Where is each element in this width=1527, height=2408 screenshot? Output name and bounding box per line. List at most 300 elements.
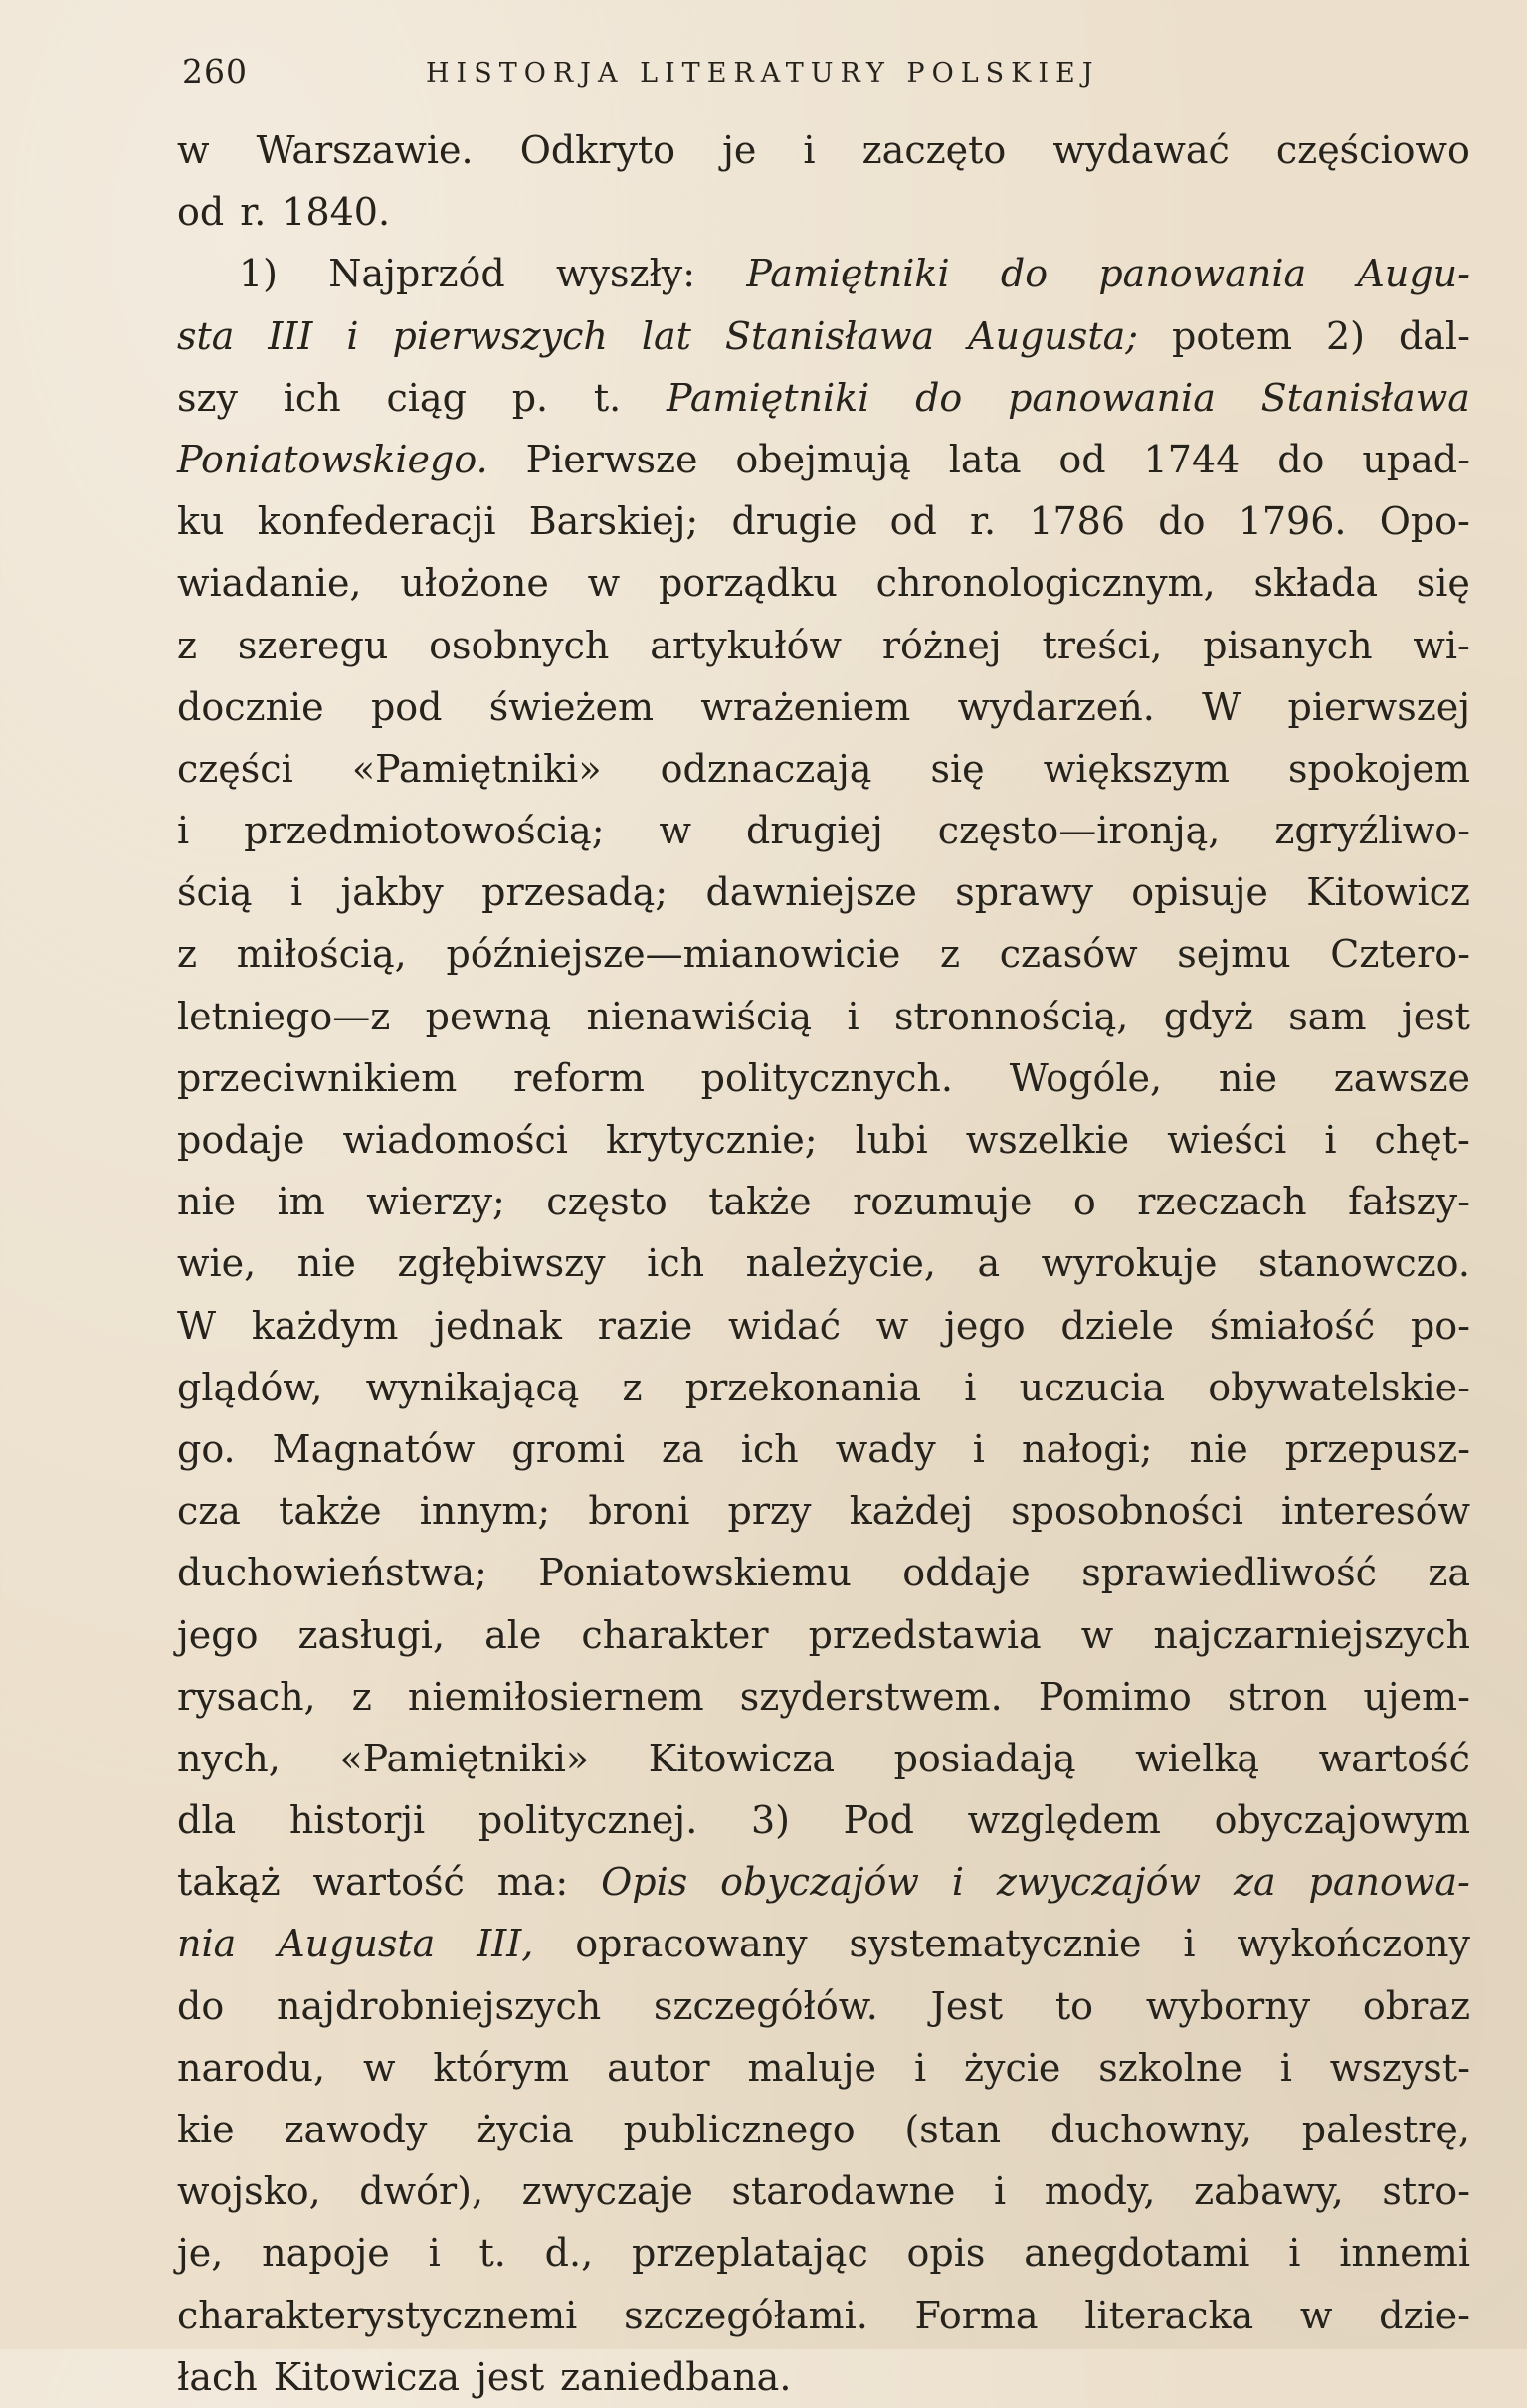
- text-line: [177, 800, 1470, 861]
- text-line: [177, 119, 1470, 181]
- word: wyszły:: [555, 252, 696, 296]
- word: Pierwsze: [525, 437, 698, 481]
- word: Poniatowskiemu: [538, 1551, 852, 1595]
- word: dzie-: [1379, 2293, 1470, 2337]
- word: Wogóle,: [1009, 1055, 1163, 1100]
- word: takąż: [177, 1860, 281, 1905]
- word: szeregu: [237, 623, 389, 667]
- word: Cztero-: [1330, 932, 1470, 977]
- word: broni: [588, 1489, 690, 1534]
- text-line: [177, 243, 1470, 304]
- text-line: [177, 2160, 1470, 2222]
- word: szczegółów.: [654, 1983, 878, 2028]
- word: systematycznie: [849, 1922, 1142, 1966]
- word: wszyst-: [1329, 2045, 1470, 2090]
- word: posiadają: [893, 1736, 1076, 1780]
- word: «Pamiętniki»: [351, 746, 602, 791]
- text-line: [177, 1542, 1470, 1603]
- word: Pamiętniki: [746, 252, 950, 296]
- word: także: [279, 1489, 382, 1534]
- word: życia: [477, 2108, 574, 2151]
- word: różnej: [881, 623, 1002, 667]
- word: zaczęto: [861, 128, 1007, 172]
- text-line: [177, 181, 1470, 243]
- word: nie: [296, 1241, 356, 1286]
- word: osobnych: [429, 623, 610, 667]
- word: stanowczo.: [1258, 1241, 1470, 1286]
- page-header: [182, 52, 1445, 101]
- word: wynikającą: [365, 1365, 580, 1409]
- word: p.: [511, 375, 549, 420]
- word: przeciwnikiem: [177, 1055, 458, 1100]
- word: i: [1288, 2231, 1301, 2276]
- word: za: [662, 1426, 704, 1471]
- word: pisanych: [1203, 623, 1373, 667]
- word: go.: [177, 1426, 236, 1471]
- word: do: [177, 1983, 225, 2028]
- word: i: [177, 809, 190, 853]
- word: podaje: [177, 1118, 305, 1162]
- word: i: [913, 2045, 927, 2090]
- word: z: [940, 932, 961, 977]
- word: treści,: [1042, 623, 1163, 667]
- word: III: [268, 313, 313, 358]
- word: zabawy,: [1194, 2169, 1344, 2214]
- word: t.: [593, 375, 622, 420]
- word: jest: [476, 2354, 545, 2399]
- word: dla: [177, 1798, 237, 1843]
- word: sposobności: [1011, 1489, 1243, 1534]
- word: spokojem: [1288, 746, 1470, 791]
- word: nych,: [177, 1736, 281, 1780]
- word: sprawy: [955, 870, 1093, 915]
- word: duchowieństwa;: [177, 1551, 487, 1595]
- word: łach: [177, 2354, 258, 2399]
- word: 1796.: [1238, 499, 1347, 544]
- word: cza: [177, 1489, 241, 1534]
- word: drugiej: [746, 809, 883, 853]
- word: dwór),: [359, 2169, 484, 2214]
- word: charakter: [581, 1612, 769, 1657]
- word: opracowany: [575, 1922, 808, 1966]
- word: do: [915, 375, 963, 420]
- word: stronnością,: [894, 994, 1129, 1038]
- word: nienawiścią: [586, 994, 813, 1038]
- page-number: 260: [182, 52, 248, 91]
- word: Warszawie.: [256, 128, 474, 172]
- word: zawsze: [1333, 1055, 1470, 1100]
- word: Stanisława: [724, 313, 935, 358]
- word: fałszy-: [1348, 1180, 1470, 1224]
- word: nie: [1218, 1055, 1277, 1100]
- word: zgłębiwszy: [397, 1241, 606, 1286]
- word: nie: [177, 1180, 237, 1224]
- word: potem: [1172, 313, 1293, 358]
- word: pod: [370, 684, 443, 729]
- word: obywatelskie-: [1208, 1365, 1470, 1409]
- word: z: [177, 623, 198, 667]
- word: wiadanie,: [177, 561, 362, 606]
- word: szy: [177, 375, 238, 420]
- word: panowania: [1098, 252, 1307, 296]
- word: uczucia: [1019, 1365, 1165, 1409]
- text-line: [177, 1604, 1470, 1666]
- word: artykułów: [650, 623, 843, 667]
- word: jakby: [340, 870, 444, 915]
- word: r.: [240, 190, 267, 235]
- word: w: [1080, 1612, 1114, 1657]
- word: najczarniejszych: [1153, 1612, 1470, 1657]
- word: wrażeniem: [700, 684, 911, 729]
- word: Stanisława: [1260, 375, 1470, 420]
- word: konfederacji: [257, 499, 496, 544]
- text-line: [177, 2285, 1470, 2346]
- word: ciąg: [386, 375, 467, 420]
- word: do: [1000, 252, 1049, 296]
- word: obejmują: [735, 437, 911, 481]
- text-line: [177, 367, 1470, 429]
- text-line: [177, 305, 1470, 367]
- word: oddaje: [902, 1551, 1031, 1595]
- word: duchowny,: [1050, 2108, 1252, 2151]
- word: składa: [1253, 561, 1378, 606]
- word: nia: [177, 1922, 237, 1966]
- word: wartość: [1318, 1736, 1470, 1780]
- word: zawody: [284, 2108, 428, 2151]
- word: wielką: [1135, 1736, 1260, 1780]
- word: Magnatów: [272, 1426, 476, 1471]
- word: sprawiedliwość: [1081, 1551, 1377, 1595]
- word: i: [428, 2231, 441, 2276]
- word: i: [847, 994, 859, 1038]
- word: sta: [177, 313, 235, 358]
- word: i: [964, 1365, 977, 1409]
- word: i: [803, 128, 816, 172]
- word: mody,: [1044, 2169, 1156, 2214]
- word: Augu-: [1357, 252, 1470, 296]
- text-line: [177, 1975, 1470, 2037]
- word: narodu,: [177, 2045, 326, 2090]
- word: Jest: [930, 1983, 1004, 2028]
- word: interesów: [1281, 1489, 1470, 1534]
- word: także: [708, 1180, 812, 1224]
- word: drugie: [731, 499, 858, 544]
- text-line: [177, 490, 1470, 552]
- word: Odkryto: [519, 128, 675, 172]
- word: jednak: [434, 1303, 562, 1348]
- word: zwyczaje: [521, 2169, 693, 2214]
- word: t.: [478, 2231, 506, 2276]
- word: je: [722, 128, 757, 172]
- word: autor: [607, 2045, 710, 2090]
- word: w: [875, 1303, 909, 1348]
- word: z: [622, 1365, 643, 1409]
- word: krytycznie;: [605, 1118, 818, 1162]
- word: (stan: [904, 2108, 1002, 2151]
- word: śmiałość: [1209, 1303, 1376, 1348]
- word: ich: [740, 1426, 799, 1471]
- text-line: [177, 2346, 1470, 2408]
- text-line: [177, 861, 1470, 923]
- word: panowania: [1008, 375, 1216, 420]
- text-line: [177, 1666, 1470, 1728]
- word: po-: [1410, 1303, 1470, 1348]
- word: anegdotami: [1024, 2231, 1250, 2276]
- word: i: [346, 313, 359, 358]
- word: dziele: [1060, 1303, 1175, 1348]
- word: opis: [906, 2231, 986, 2276]
- word: glądów,: [177, 1365, 323, 1409]
- word: pierwszych: [392, 313, 608, 358]
- word: którym: [433, 2045, 570, 2090]
- text-line: [177, 2099, 1470, 2160]
- word: od: [177, 190, 225, 235]
- text-line: [177, 552, 1470, 614]
- word: Kitowicza: [648, 1736, 836, 1780]
- word: a: [977, 1241, 1001, 1286]
- word: r.: [970, 499, 997, 544]
- word: ma:: [496, 1860, 569, 1905]
- word: sejmu: [1177, 932, 1291, 977]
- word: od: [1058, 437, 1106, 481]
- word: stron: [1227, 1674, 1328, 1719]
- word: 1840.: [282, 190, 391, 235]
- word: pierwszej: [1287, 684, 1470, 729]
- word: je,: [177, 2231, 224, 2276]
- word: opisuje: [1131, 870, 1268, 915]
- word: Barskiej;: [528, 499, 699, 544]
- word: dawniejsze: [705, 870, 917, 915]
- word: ku: [177, 499, 225, 544]
- word: zgryźliwo-: [1274, 809, 1470, 853]
- text-line: [177, 1295, 1470, 1357]
- word: rzeczach: [1137, 1180, 1307, 1224]
- word: historji: [288, 1798, 426, 1843]
- word: wierzy;: [366, 1180, 505, 1224]
- word: palestrę,: [1301, 2108, 1470, 2151]
- text-line: [177, 1480, 1470, 1542]
- word: o: [1072, 1180, 1096, 1224]
- text-line: [177, 1913, 1470, 1974]
- word: wyrokuje: [1041, 1241, 1218, 1286]
- word: Poniatowskiego.: [177, 437, 488, 481]
- word: charakterystycznemi: [177, 2293, 578, 2337]
- text-line: [177, 1171, 1470, 1232]
- word: w: [1299, 2293, 1333, 2337]
- word: wieści: [1167, 1118, 1287, 1162]
- word: lata: [948, 437, 1022, 481]
- word: z: [351, 1674, 372, 1719]
- word: się: [930, 746, 985, 791]
- word: razie: [597, 1303, 693, 1348]
- word: gromi: [511, 1426, 625, 1471]
- word: pewną: [425, 994, 552, 1038]
- word: życie: [963, 2045, 1061, 2090]
- word: stro-: [1382, 2169, 1470, 2214]
- word: w: [587, 561, 621, 606]
- word: docznie: [177, 684, 324, 729]
- word: zaniedbana.: [560, 2354, 792, 2399]
- word: wszelkie: [965, 1118, 1130, 1162]
- word: Najprzód: [328, 252, 505, 296]
- word: rysach,: [177, 1674, 316, 1719]
- word: Kitowicz: [1306, 870, 1470, 915]
- word: ich: [647, 1241, 705, 1286]
- word: chronologicznym,: [875, 561, 1216, 606]
- word: «Pamiętniki»: [339, 1736, 590, 1780]
- word: to: [1054, 1983, 1094, 2028]
- word: lat: [641, 313, 691, 358]
- word: szyderstwem.: [739, 1674, 1003, 1719]
- word: się: [1416, 561, 1470, 606]
- word: często: [546, 1180, 668, 1224]
- word: Forma: [914, 2293, 1039, 2337]
- text-line: [177, 1851, 1470, 1913]
- word: rozumuje: [853, 1180, 1033, 1224]
- word: przy: [727, 1489, 812, 1534]
- text-line: [177, 923, 1470, 985]
- word: wojsko,: [177, 2169, 321, 2214]
- word: politycznych.: [700, 1055, 953, 1100]
- word: 2): [1325, 313, 1365, 358]
- word: sam: [1288, 994, 1367, 1038]
- word: wydarzeń.: [957, 684, 1155, 729]
- word: 1): [239, 252, 279, 296]
- word: obyczajowym: [1214, 1798, 1470, 1843]
- word: przekonania: [684, 1365, 922, 1409]
- word: miłością,: [236, 932, 407, 977]
- word: każdym: [251, 1303, 399, 1348]
- word: ale: [484, 1612, 542, 1657]
- word: wi-: [1413, 623, 1470, 667]
- word: wie,: [177, 1241, 257, 1286]
- word: za: [1233, 1860, 1276, 1905]
- word: wady: [835, 1426, 936, 1471]
- word: publicznego: [623, 2108, 856, 2151]
- word: zwyczajów: [996, 1860, 1202, 1905]
- text-line: [177, 1232, 1470, 1294]
- word: 1786: [1029, 499, 1126, 544]
- word: szczegółami.: [624, 2293, 868, 2337]
- word: przesadą;: [481, 870, 668, 915]
- word: nałogi;: [1021, 1426, 1153, 1471]
- word: i: [289, 870, 303, 915]
- text-line: [177, 429, 1470, 490]
- word: III,: [477, 1922, 534, 1966]
- word: za: [1428, 1551, 1470, 1595]
- word: większym: [1043, 746, 1230, 791]
- word: przedmiotowością;: [244, 809, 605, 853]
- word: zasługi,: [297, 1612, 446, 1657]
- text-line: [177, 1728, 1470, 1789]
- word: W: [1202, 684, 1241, 729]
- word: wydawać: [1052, 128, 1230, 172]
- word: upad-: [1362, 437, 1470, 481]
- word: napoje: [262, 2231, 390, 2276]
- word: Opis: [601, 1860, 688, 1905]
- word: ścią: [177, 870, 253, 915]
- text-line: [177, 1418, 1470, 1480]
- word: w: [659, 809, 692, 853]
- text-line: [177, 986, 1470, 1047]
- word: Pomimo: [1038, 1674, 1192, 1719]
- word: im: [277, 1180, 325, 1224]
- text-line: [177, 1357, 1470, 1418]
- word: gdyż: [1163, 994, 1253, 1038]
- word: wyborny: [1145, 1983, 1311, 2028]
- text-line: [177, 1109, 1470, 1171]
- word: panowa-: [1308, 1860, 1470, 1905]
- word: reform: [513, 1055, 645, 1100]
- word: wykończony: [1237, 1922, 1470, 1966]
- text-line: [177, 1047, 1470, 1109]
- word: wartość: [312, 1860, 465, 1905]
- word: i: [1324, 1118, 1337, 1162]
- word: 3): [750, 1798, 790, 1843]
- word: od: [889, 499, 937, 544]
- word: Pod: [843, 1798, 914, 1843]
- text-line: [177, 2222, 1470, 2284]
- word: niemiłosiernem: [407, 1674, 704, 1719]
- word: Kitowicza: [273, 2354, 461, 2399]
- word: innym;: [419, 1489, 551, 1534]
- word: ułożone: [400, 561, 549, 606]
- word: należycie,: [745, 1241, 936, 1286]
- word: widać: [728, 1303, 841, 1348]
- word: najdrobniejszych: [276, 1983, 602, 2028]
- word: lubi: [855, 1118, 928, 1162]
- word: w: [177, 128, 210, 172]
- word: i: [972, 1426, 985, 1471]
- word: literacka: [1084, 2293, 1254, 2337]
- word: przedstawia: [808, 1612, 1042, 1657]
- word: ujem-: [1363, 1674, 1470, 1719]
- body-text: [177, 119, 1470, 2408]
- word: d.,: [544, 2231, 594, 2276]
- word: innemi: [1339, 2231, 1470, 2276]
- word: politycznej.: [477, 1798, 698, 1843]
- word: często—ironją,: [937, 809, 1221, 853]
- word: obyczajów: [720, 1860, 919, 1905]
- word: w: [362, 2045, 396, 2090]
- text-line: [177, 615, 1470, 676]
- word: ich: [283, 375, 341, 420]
- word: maluje: [747, 2045, 877, 2090]
- word: Augusta: [278, 1922, 436, 1966]
- word: i: [951, 1860, 964, 1905]
- word: obraz: [1362, 1983, 1470, 2028]
- word: częściowo: [1275, 128, 1470, 172]
- word: 1744: [1143, 437, 1241, 481]
- word: W: [177, 1303, 217, 1348]
- text-line: [177, 676, 1470, 738]
- word: i: [1183, 1922, 1196, 1966]
- running-head: HISTORJA LITERATURY POLSKIEJ: [426, 58, 1100, 89]
- word: przepusz-: [1284, 1426, 1470, 1471]
- word: Pamiętniki: [667, 375, 870, 420]
- word: jego: [177, 1612, 259, 1657]
- word: dal-: [1398, 313, 1470, 358]
- text-line: [177, 738, 1470, 800]
- word: porządku: [658, 561, 838, 606]
- word: chęt-: [1374, 1118, 1470, 1162]
- word: letniego—z: [177, 994, 391, 1038]
- word: jest: [1401, 994, 1470, 1038]
- word: świeżem: [488, 684, 654, 729]
- word: wiadomości: [342, 1118, 568, 1162]
- word: i: [994, 2169, 1007, 2214]
- word: kie: [177, 2108, 235, 2151]
